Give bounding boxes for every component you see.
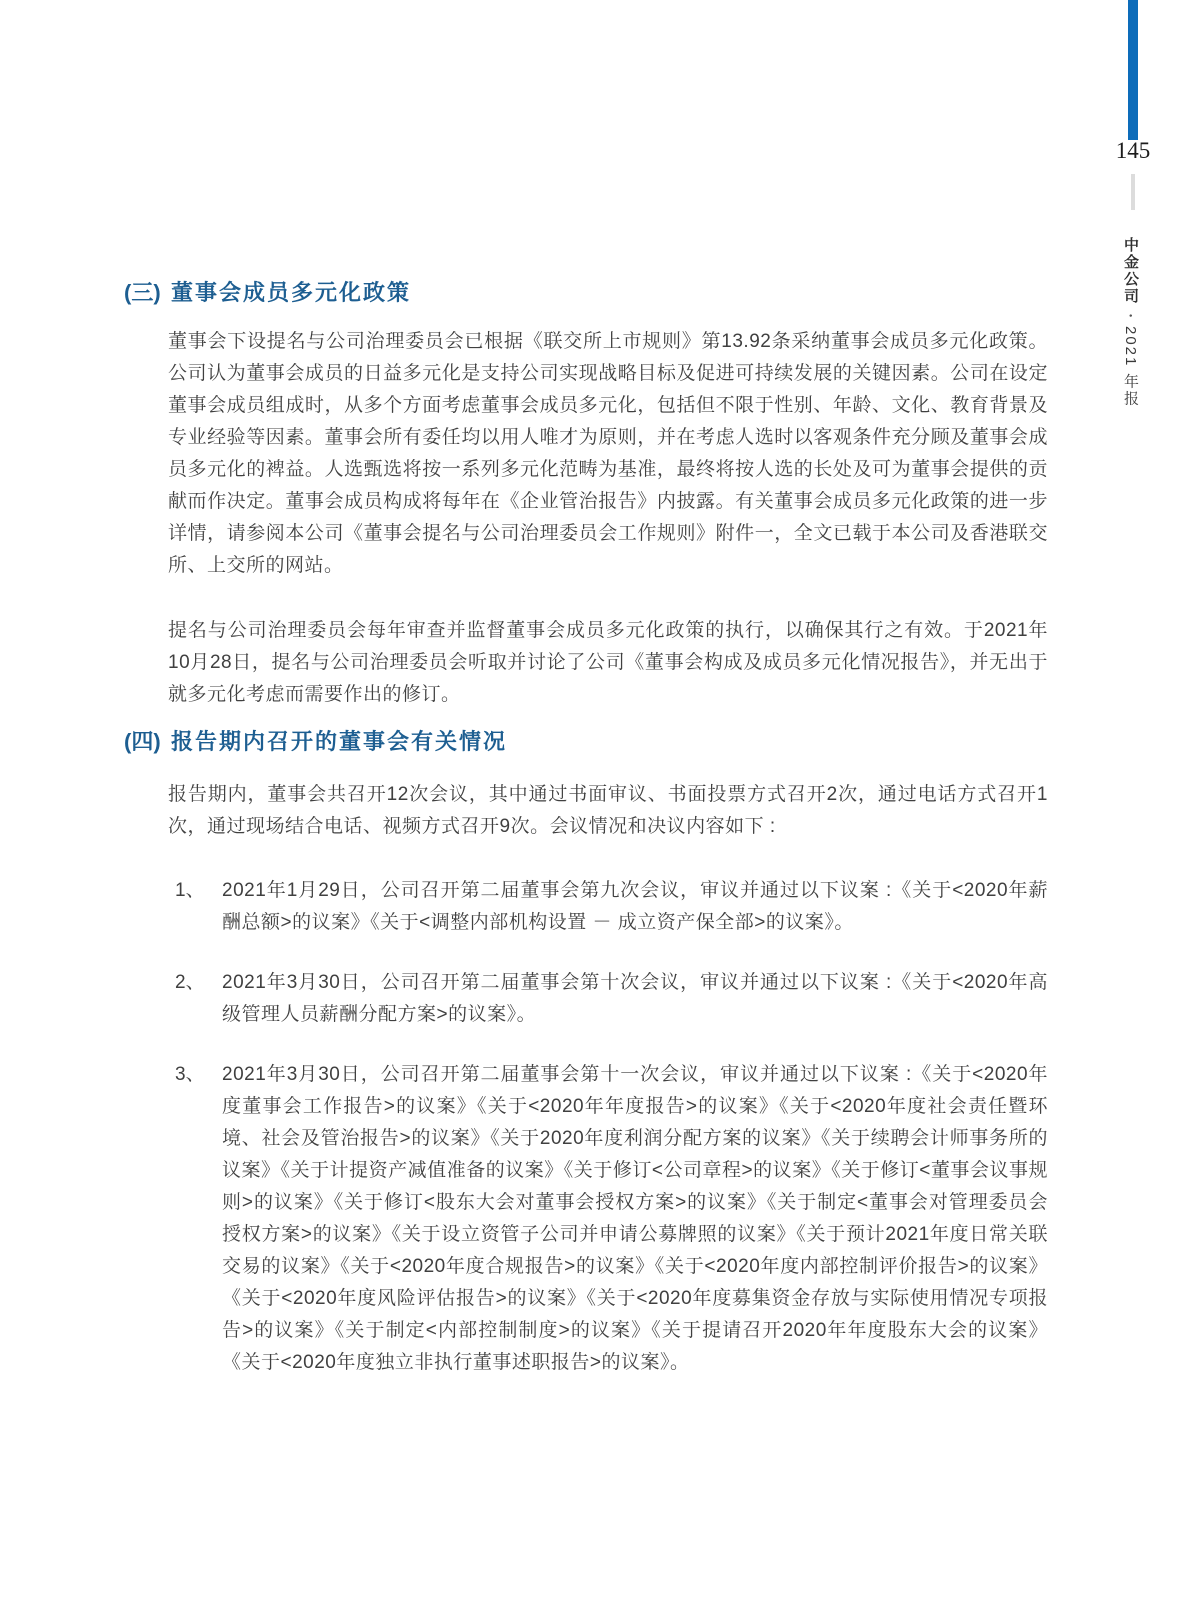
page-content: [124, 278, 1048, 1379]
list-item-text: 2021年3月30日，公司召开第二届董事会第十一次会议，审议并通过以下议案 :《关于<2020年度董事会工作报告>的议案》《关于<2020年年度报告>的议案》《关于<2020年度社会责任暨环境、社会及管治报告>的议案》《关于2020年度利润分配方案的议案》《关于续聘会计师事务所的议案》《关于计提资产减值准备的议案》《关于修订<公司章程>的议案》《关于修订<董事会议事规则>的议案》《关于修订<股东大会对董事会授权方案>的议案》《关于制定<董事会对管理委员会授权方案>的议案》《关于设立资管子公司并申请公募牌照的议案》《关于预计2021年度日常关联交易的议案》《关于<2020年度合规报告>的议案》《关于<2020年度内部控制评价报告>的议案》《关于<2020年度风险评估报告>的议案》《关于<2020年度募集资金存放与实际使用情况专项报告>的议案》《关于制定<内部控制制度>的议案》《关于提请召开2020年年度股东大会的议案》《关于<2020年度独立非执行董事述职报告>的议案》。: [222, 1064, 1048, 1373]
section-3-number: (三): [124, 280, 161, 305]
accent-bar: [1128, 0, 1138, 140]
section-4-heading: [124, 727, 1048, 757]
page-number: 145: [1115, 138, 1151, 163]
section-3-heading: [124, 278, 1048, 308]
section-3-title: 董事会成员多元化政策: [171, 280, 412, 305]
list-item-number: 3、: [175, 1064, 205, 1085]
section-4-intro: 报告期内，董事会共召开12次会议，其中通过书面审议、书面投票方式召开2次，通过电话方式召开1次，通过现场结合电话、视频方式召开9次。会议情况和决议内容如下 :: [168, 784, 1048, 837]
list-item: [175, 875, 1048, 939]
bullet-separator-icon: •: [1125, 314, 1136, 318]
section-3-paragraph-1: 董事会下设提名与公司治理委员会已根据《联交所上市规则》第13.92条采纳董事会成员多元化政策。公司认为董事会成员的日益多元化是支持公司实现战略目标及促进可持续发展的关键因素。公司在设定董事会成员组成时，从多个方面考虑董事会成员多元化，包括但不限于性别、年龄、文化、教育背景及专业经验等因素。董事会所有委任均以用人唯才为原则，并在考虑人选时以客观条件充分顾及董事会成员多元化的裨益。人选甄选将按一系列多元化范畴为基准，最终将按人选的长处及可为董事会提供的贡献而作决定。董事会成员构成将每年在《企业管治报告》内披露。有关董事会成员多元化政策的进一步详情，请参阅本公司《董事会提名与公司治理委员会工作规则》附件一，全文已载于本公司及香港联交所、上交所的网站。: [168, 331, 1048, 576]
list-item: [175, 967, 1048, 1031]
report-edition: 2021 年报: [1122, 326, 1139, 408]
board-meeting-list: [175, 875, 1048, 1379]
list-item: [175, 1059, 1048, 1379]
list-item-number: 2、: [175, 972, 205, 993]
section-3-paragraph-2: 提名与公司治理委员会每年审查并监督董事会成员多元化政策的执行，以确保其行之有效。于2021年10月28日，提名与公司治理委员会听取并讨论了公司《董事会构成及成员多元化情况报告》，并无出于就多元化考虑而需要作出的修订。: [168, 620, 1048, 705]
list-item-number: 1、: [175, 880, 205, 901]
brand-name: 中金公司: [1122, 237, 1139, 305]
list-item-text: 2021年1月29日，公司召开第二届董事会第九次会议，审议并通过以下议案 :《关于<2020年薪酬总额>的议案》《关于<调整内部机构设置 － 成立资产保全部>的议案》。: [222, 880, 1048, 933]
list-item-text: 2021年3月30日，公司召开第二届董事会第十次会议，审议并通过以下议案 :《关于<2020年高级管理人员薪酬分配方案>的议案》。: [222, 972, 1048, 1025]
section-4-title: 报告期内召开的董事会有关情况: [171, 729, 508, 754]
page-number-tick: [1131, 174, 1135, 210]
sidebar-vertical-title: [1120, 237, 1141, 408]
section-4-number: (四): [124, 729, 161, 754]
